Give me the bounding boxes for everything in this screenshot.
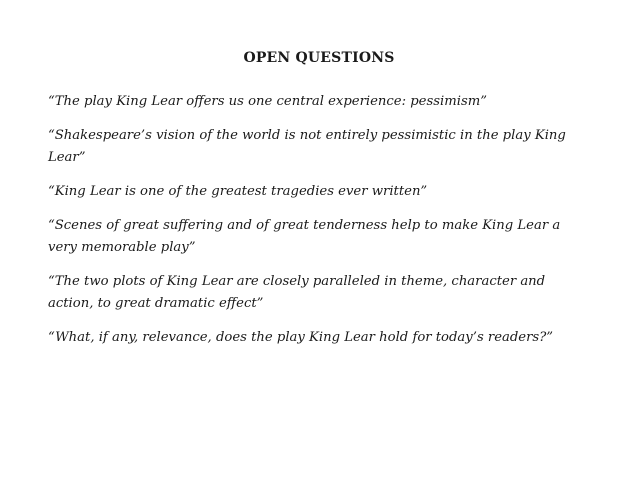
question-item: “King Lear is one of the greatest tragedies ever written” <box>48 184 428 199</box>
page-title: OPEN QUESTIONS <box>243 50 395 66</box>
question-item: “Scenes of great suffering and of great tenderness help to make King Lear a very memorable play” <box>48 218 561 255</box>
question-item: “The play King Lear offers us one central experience: pessimism” <box>48 94 487 109</box>
question-item: “The two plots of King Lear are closely paralleled in theme, character and action, to great dramatic effect” <box>48 274 546 311</box>
question-item: “Shakespeare’s vision of the world is not entirely pessimistic in the play King Lear” <box>48 128 566 165</box>
question-item: “What, if any, relevance, does the play King Lear hold for today’s readers?” <box>48 330 554 345</box>
question-list <box>48 91 588 361</box>
